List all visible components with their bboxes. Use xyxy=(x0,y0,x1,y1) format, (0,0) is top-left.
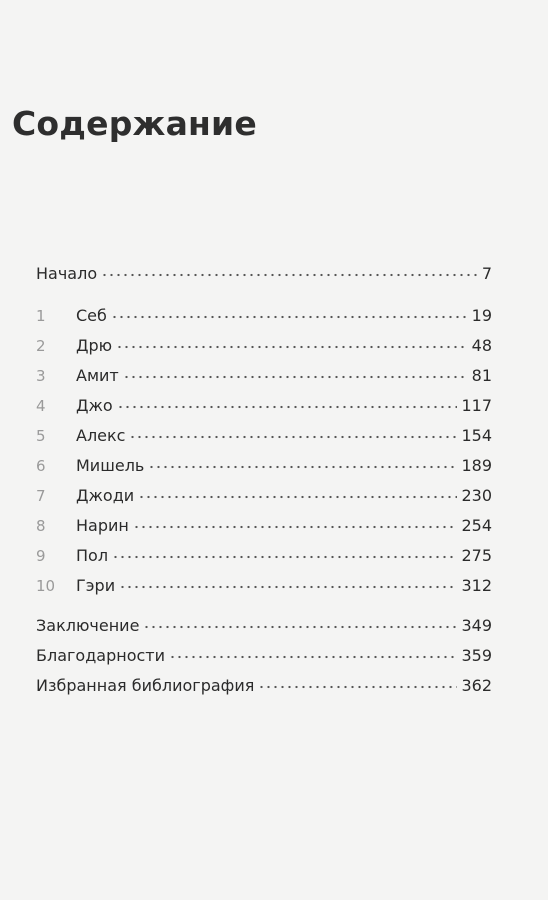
dot-leader xyxy=(129,431,457,443)
dot-leader xyxy=(111,311,468,323)
chapter-number: 1 xyxy=(36,307,46,325)
toc-entry-chapter xyxy=(36,304,492,328)
toc-entry-label: Себ xyxy=(76,306,107,325)
toc-entry-page: 48 xyxy=(471,336,492,355)
dot-leader xyxy=(148,461,457,473)
chapter-number: 7 xyxy=(36,487,46,505)
chapter-number: 3 xyxy=(36,367,46,385)
toc-entry-back xyxy=(36,614,492,638)
toc-entry-chapter xyxy=(36,514,492,538)
dot-leader xyxy=(169,651,457,663)
toc-entry-label: Начало xyxy=(36,264,98,283)
dot-leader xyxy=(112,551,457,563)
toc-entry-page: 230 xyxy=(461,486,492,505)
toc-entry-label: Благодарности xyxy=(36,646,165,665)
toc-entry-page: 81 xyxy=(471,366,492,385)
toc-entry-page: 349 xyxy=(461,616,492,635)
toc-entry-page: 359 xyxy=(461,646,492,665)
toc-entry-page: 312 xyxy=(461,576,492,595)
toc-entry-page: 154 xyxy=(461,426,492,445)
toc-entry-page: 254 xyxy=(461,516,492,535)
toc-entry-label: Дрю xyxy=(76,336,113,355)
toc-entry-label: Избранная библиография xyxy=(36,676,255,695)
toc-entry-page: 362 xyxy=(461,676,492,695)
toc-entry-page: 117 xyxy=(461,396,492,415)
chapter-number: 2 xyxy=(36,337,46,355)
toc-entry-chapter xyxy=(36,364,492,388)
dot-leader xyxy=(123,371,468,383)
dot-leader xyxy=(133,521,458,533)
toc-entry-back xyxy=(36,644,492,668)
chapter-number: 9 xyxy=(36,547,46,565)
toc-entry-chapter xyxy=(36,484,492,508)
chapter-number: 8 xyxy=(36,517,46,535)
chapter-number: 6 xyxy=(36,457,46,475)
toc-entry-chapter xyxy=(36,454,492,478)
toc-entry-chapter xyxy=(36,574,492,598)
toc-entry-chapter xyxy=(36,424,492,448)
toc-entry-label: Амит xyxy=(76,366,119,385)
dot-leader xyxy=(119,581,457,593)
toc-entry-chapter xyxy=(36,394,492,418)
toc-entry-label: Джоди xyxy=(76,486,135,505)
dot-leader xyxy=(258,681,457,693)
toc-entry-page: 19 xyxy=(471,306,492,325)
dot-leader xyxy=(101,269,478,281)
chapter-number: 10 xyxy=(36,577,56,595)
toc-entry-label: Алекс xyxy=(76,426,126,445)
toc-entry-label: Нарин xyxy=(76,516,129,535)
dot-leader xyxy=(116,341,468,353)
toc-entry-label: Мишель xyxy=(76,456,145,475)
toc-entry-label: Заключение xyxy=(36,616,140,635)
toc-entry-page: 275 xyxy=(461,546,492,565)
toc-entry-chapter xyxy=(36,334,492,358)
chapter-number: 5 xyxy=(36,427,46,445)
dot-leader xyxy=(138,491,457,503)
chapter-number: 4 xyxy=(36,397,46,415)
toc-entry-page: 189 xyxy=(461,456,492,475)
toc-entry-label: Джо xyxy=(76,396,113,415)
toc-entry-label: Пол xyxy=(76,546,109,565)
toc-entry-chapter xyxy=(36,544,492,568)
toc-entry-page: 7 xyxy=(481,264,492,283)
toc-entry-label: Гэри xyxy=(76,576,116,595)
dot-leader xyxy=(117,401,458,413)
toc-entry-back xyxy=(36,674,492,698)
toc-entry-intro xyxy=(36,262,492,286)
page-title: Содержание xyxy=(12,104,257,143)
dot-leader xyxy=(143,621,457,633)
